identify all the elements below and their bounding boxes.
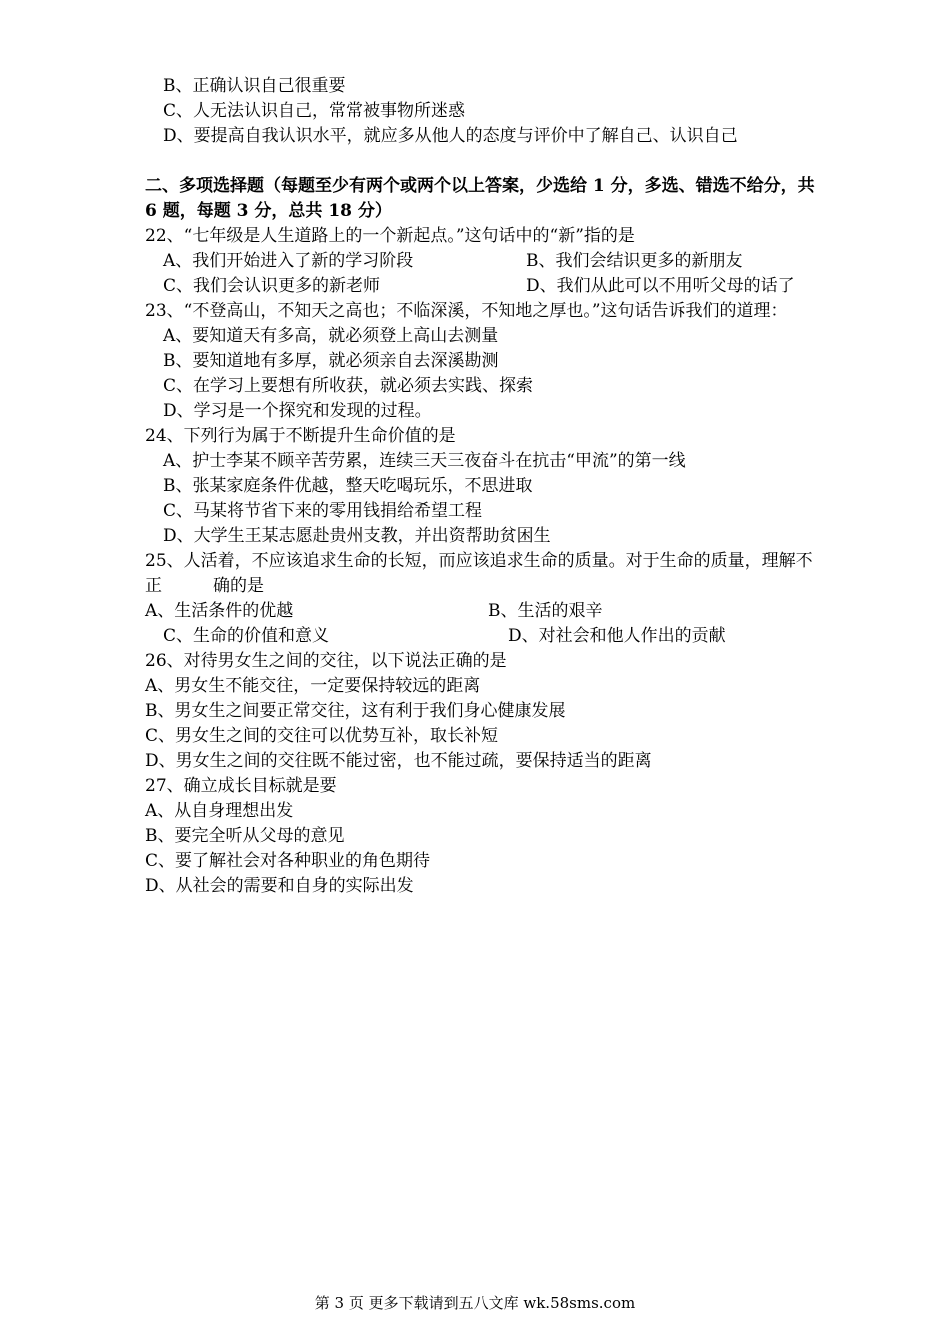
question-25-cont: 正 确的是 <box>145 576 264 596</box>
q27-option-b: B、要完全听从父母的意见 <box>145 826 345 846</box>
section-heading-cont: 6 题，每题 3 分，总共 18 分） <box>145 201 392 221</box>
page-footer: 第 3 页 更多下载请到五八文库 wk.58sms.com <box>314 1294 636 1312</box>
q22-option-c: C、我们会认识更多的新老师 <box>163 276 381 296</box>
q23-option-b: B、要知道地有多厚，就必须亲自去深溪勘测 <box>163 351 499 371</box>
q25-option-d: D、对社会和他人作出的贡献 <box>508 626 726 646</box>
q24-option-c: C、马某将节省下来的零用钱捐给希望工程 <box>163 501 483 521</box>
q27-option-d: D、从社会的需要和自身的实际出发 <box>145 876 414 896</box>
q22-option-d: D、我们从此可以不用听父母的话了 <box>526 276 795 296</box>
q26-option-a: A、男女生不能交往，一定要保持较远的距离 <box>145 676 481 696</box>
q22-option-b: B、我们会结识更多的新朋友 <box>526 251 743 271</box>
q24-option-d: D、大学生王某志愿赴贵州支教，并出资帮助贫困生 <box>163 526 551 546</box>
question-24: 24、下列行为属于不断提升生命价值的是 <box>145 426 456 446</box>
q24-option-b: B、张某家庭条件优越，整天吃喝玩乐，不思进取 <box>163 476 533 496</box>
q27-option-c: C、要了解社会对各种职业的角色期待 <box>145 851 431 871</box>
q26-option-c: C、男女生之间的交往可以优势互补，取长补短 <box>145 726 499 746</box>
question-25: 25、人活着，不应该追求生命的长短，而应该追求生命的质量。对于生命的质量，理解不 <box>145 551 813 571</box>
option-b-prev: B、正确认识自己很重要 <box>163 76 346 96</box>
question-22: 22、“七年级是人生道路上的一个新起点。”这句话中的“新”指的是 <box>145 226 635 246</box>
q25-option-a: A、生活条件的优越 <box>145 601 294 621</box>
question-27: 27、确立成长目标就是要 <box>145 776 337 796</box>
q26-option-b: B、男女生之间要正常交往，这有利于我们身心健康发展 <box>145 701 566 721</box>
question-26: 26、对待男女生之间的交往，以下说法正确的是 <box>145 651 507 671</box>
q25-option-b: B、生活的艰辛 <box>488 601 603 621</box>
question-23: 23、“不登高山，不知天之高也；不临深溪，不知地之厚也。”这句话告诉我们的道理： <box>145 301 788 321</box>
q25-option-c: C、生命的价值和意义 <box>163 626 330 646</box>
q23-option-c: C、在学习上要想有所收获，就必须去实践、探索 <box>163 376 534 396</box>
section-heading: 二、多项选择题（每题至少有两个或两个以上答案，少选给 1 分，多选、错选不给分，共 <box>145 176 815 196</box>
q23-option-d: D、学习是一个探究和发现的过程。 <box>163 401 432 421</box>
q27-option-a: A、从自身理想出发 <box>145 801 294 821</box>
q23-option-a: A、要知道天有多高，就必须登上高山去测量 <box>163 326 499 346</box>
option-d-prev: D、要提高自我认识水平，就应多从他人的态度与评价中了解自己、认识自己 <box>163 126 738 146</box>
option-c-prev: C、人无法认识自己，常常被事物所迷惑 <box>163 101 466 121</box>
q24-option-a: A、护士李某不顾辛苦劳累，连续三天三夜奋斗在抗击“甲流”的第一线 <box>163 451 686 471</box>
q22-option-a: A、我们开始进入了新的学习阶段 <box>163 251 414 271</box>
q26-option-d: D、男女生之间的交往既不能过密，也不能过疏，要保持适当的距离 <box>145 751 652 771</box>
